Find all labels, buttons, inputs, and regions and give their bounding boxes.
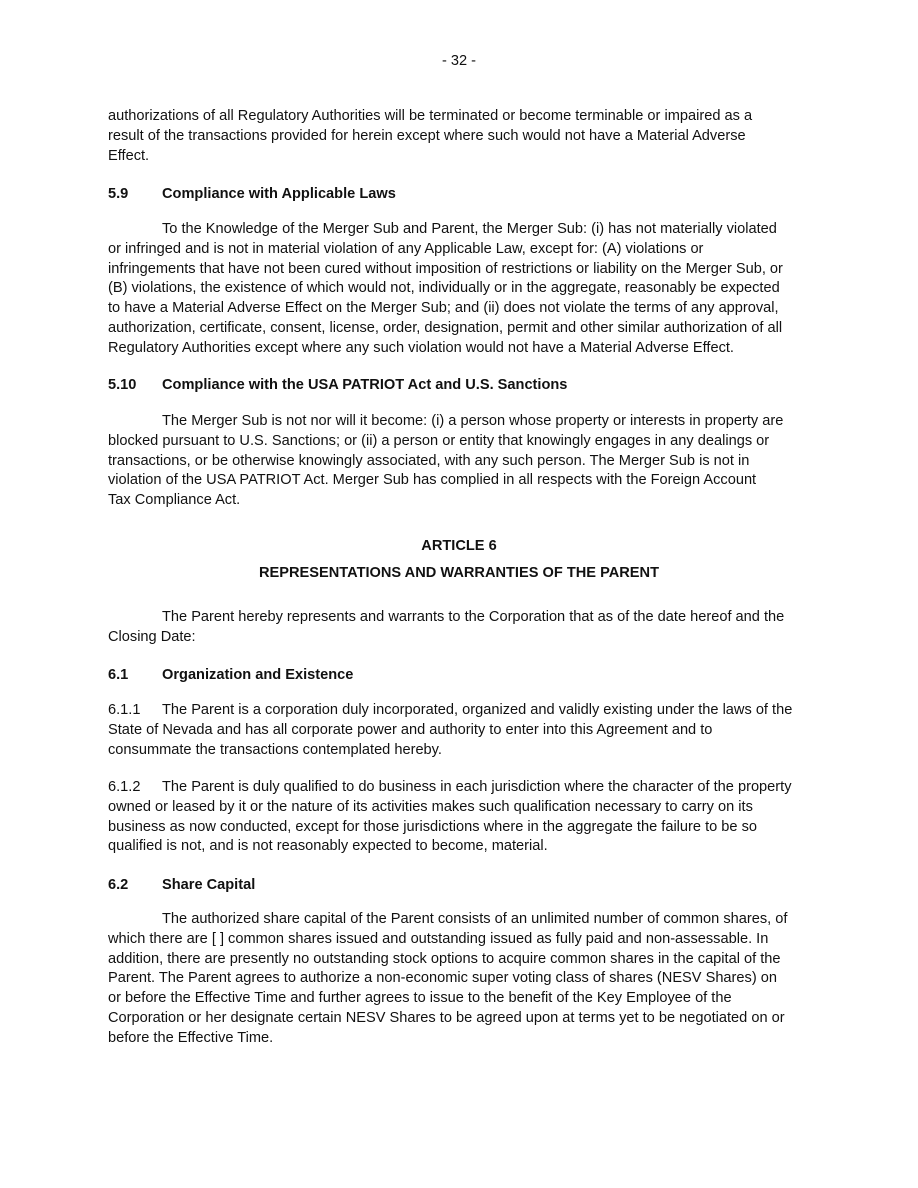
page-number: - 32 - <box>441 53 477 69</box>
text-line: Closing Date: <box>108 628 196 645</box>
paragraph <box>108 107 828 166</box>
text-line: to have a Material Adverse Effect on the Merger Sub; and (ii) does not violate the terms of any approval, <box>108 300 779 317</box>
subsection-number: 6.1.1 <box>108 702 141 718</box>
text-line: addition, there are presently no outstanding stock options to acquire common shares in the capital of the <box>108 950 781 967</box>
text-line: Regulatory Authorities except where any such violation would not have a Material Adverse Effect. <box>108 339 734 356</box>
text-line: authorizations of all Regulatory Authorities will be terminated or become terminable or impaired as a <box>108 108 753 124</box>
text-line: Corporation or her designate certain NESV Shares to be agreed upon at terms yet to be negotiated on or <box>108 1009 785 1026</box>
text-line: violation of the USA PATRIOT Act. Merger Sub has complied in all respects with the Foreign Account <box>108 472 757 489</box>
paragraph <box>108 910 828 1049</box>
text-line: business as now conducted, except for those jurisdictions where in the aggregate the failure to be so <box>108 818 758 835</box>
subsection-6-1-1 <box>108 701 828 760</box>
text-line: consummate the transactions contemplated hereby. <box>108 741 442 758</box>
section-heading-6-1: 6.1 Organization and Existence <box>108 667 354 683</box>
text-line: qualified is not, and is not reasonably expected to become, material. <box>108 838 548 855</box>
section-heading-5-10: 5.10 Compliance with the USA PATRIOT Act and U.S. Sanctions <box>108 377 568 393</box>
subsection-6-1-2 <box>108 778 828 857</box>
text-line: 6.1.1 The Parent is a corporation duly incorporated, organized and validly existing under the laws of the <box>108 701 828 721</box>
text-line: owned or leased by it or the nature of its activities makes such qualification necessary to carry on its <box>108 798 753 815</box>
text-line: To the Knowledge of the Merger Sub and Parent, the Merger Sub: (i) has not materially violated <box>162 221 777 237</box>
paragraph <box>108 220 828 359</box>
text-line: or infringed and is not in material violation of any Applicable Law, except for: (A) violations or <box>108 240 704 257</box>
text-line: The authorized share capital of the Parent consists of an unlimited number of common shares, of <box>162 911 788 927</box>
section-heading-6-2: 6.2 Share Capital <box>108 877 256 893</box>
article-label: ARTICLE 6 <box>421 538 497 554</box>
text-line: infringements that have not been cured without imposition of restrictions or liability on the Merger Sub, or <box>108 260 783 277</box>
section-heading-5-9: 5.9 Compliance with Applicable Laws <box>108 186 396 202</box>
text-line: transactions, or be otherwise knowingly associated, with any such person. The Merger Sub is not in <box>108 452 750 469</box>
text-line: or before the Effective Time and further agrees to issue to the benefit of the Key Employee of the <box>108 990 732 1007</box>
subsection-number: 6.1.2 <box>108 779 141 795</box>
article-title: REPRESENTATIONS AND WARRANTIES OF THE PARENT <box>259 565 659 581</box>
text-line: before the Effective Time. <box>108 1029 274 1046</box>
text-line: 6.1.2 The Parent is duly qualified to do business in each jurisdiction where the character of the property <box>108 778 828 798</box>
text-line: which there are [ ] common shares issued and outstanding issued as fully paid and non-assessable. In <box>108 930 769 947</box>
text-line: State of Nevada and has all corporate power and authority to enter into this Agreement and to <box>108 721 713 738</box>
text-line: Parent. The Parent agrees to authorize a non-economic super voting class of shares (NESV Shares) on <box>108 970 777 987</box>
text-line: result of the transactions provided for herein except where such would not have a Material Adverse <box>108 127 746 144</box>
paragraph <box>108 412 828 511</box>
paragraph <box>108 608 828 648</box>
text-line: Effect. <box>108 147 150 164</box>
text-line: authorization, certificate, consent, license, order, designation, permit and other similar authorization of all <box>108 319 783 336</box>
text-line: The Merger Sub is not nor will it become: (i) a person whose property or interests in property are <box>162 413 784 429</box>
text-line: (B) violations, the existence of which would not, individually or in the aggregate, reasonably be expected <box>108 280 780 297</box>
text-line: blocked pursuant to U.S. Sanctions; or (ii) a person or entity that knowingly engages in any dealings or <box>108 432 770 449</box>
text-line: Tax Compliance Act. <box>108 492 241 509</box>
text-line: The Parent hereby represents and warrants to the Corporation that as of the date hereof and the <box>162 609 785 625</box>
